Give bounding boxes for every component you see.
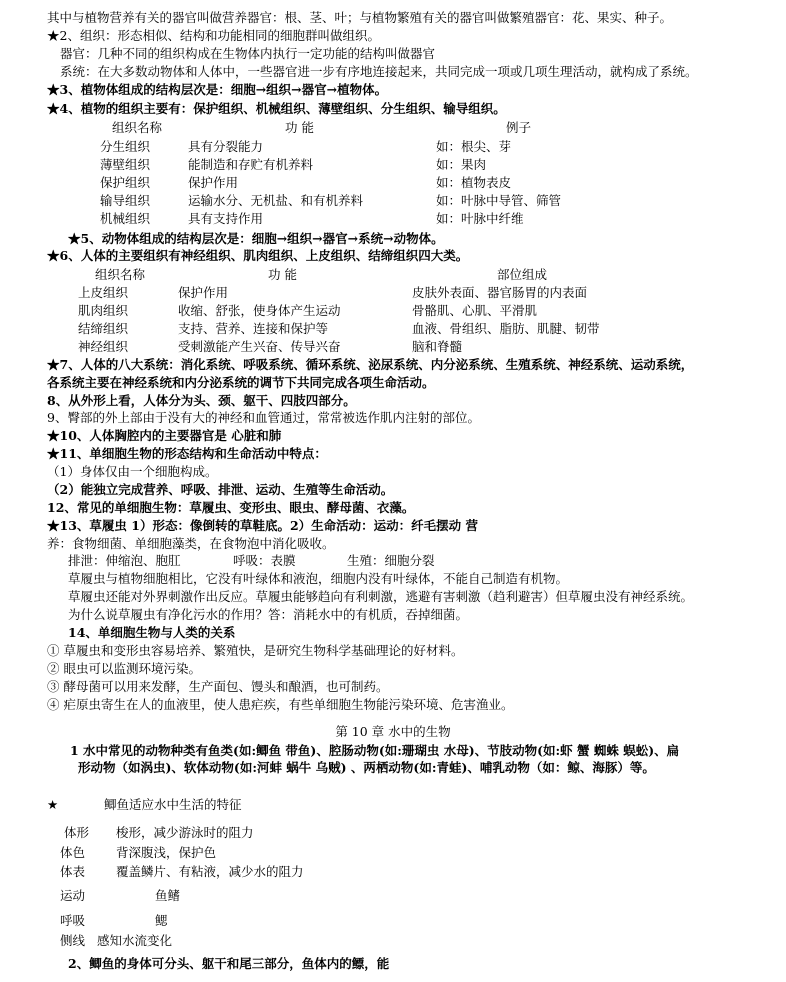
table-cell: 如：叶脉中导管、筛管 (436, 193, 562, 208)
trait-label: 运动 (60, 888, 86, 903)
table-cell: 神经组织 (78, 339, 129, 354)
section-14: 14、单细胞生物与人类的关系 (68, 625, 236, 640)
trait-value: 梭形，减少游泳时的阻力 (116, 825, 254, 840)
section-13-excretion: 排泄：伸缩泡、胞肛 (68, 553, 181, 568)
trait-value: 感知水流变化 (97, 933, 173, 948)
section-6: ★6、人体的主要组织有神经组织、肌肉组织、上皮组织、结缔组织四大类。 (47, 248, 469, 263)
table-cell: 脑和脊髓 (412, 339, 463, 354)
table-cell: 血液、骨组织、脂肪、肌腱、韧带 (412, 321, 600, 336)
organ-nutrition-line: 其中与植物营养有关的器官叫做营养器官：根、茎、叶；与植物繁殖有关的器官叫做繁殖器官：花、果实、种子。 (47, 10, 673, 25)
trait-label: 体色 (60, 845, 86, 860)
section-8: 8、从外形上看，人体分为头、颈、躯干、四肢四部分。 (47, 393, 356, 408)
plant-table-header-name: 组织名称 (112, 120, 163, 135)
cut-off-header (95, 0, 655, 3)
trait-value: 鱼鳍 (155, 888, 181, 903)
fish-traits-title: 鲫鱼适应水中生活的特征 (104, 797, 242, 812)
table-cell: 能制造和存贮有机养料 (188, 157, 314, 172)
section-13-reproduction: 生殖：细胞分裂 (347, 553, 435, 568)
table-cell: 运输水分、无机盐、和有机养料 (188, 193, 364, 208)
table-cell: 如：果肉 (436, 157, 487, 172)
trait-value: 鳃 (155, 913, 168, 928)
table-cell: 上皮组织 (78, 285, 129, 300)
table-cell: 支持、营养、连接和保护等 (178, 321, 329, 336)
section-11: ★11、单细胞生物的形态结构和生命活动中特点： (47, 446, 327, 461)
table-cell: 具有分裂能力 (188, 139, 264, 154)
table-cell: 如：植物表皮 (436, 175, 512, 190)
plant-table-header-function: 功 能 (285, 120, 314, 135)
section-2-tissue: ★2、组织：形态相似、结构和功能相同的细胞群叫做组织。 (47, 28, 380, 43)
section-2-system: 系统：在大多数动物体和人体中，一些器官进一步有序地连接起来，共同完成一项或几项生理活动，就构成了系统。 (60, 64, 698, 79)
section-11-item2: （2）能独立完成营养、呼吸、排泄、运动、生殖等生命活动。 (47, 482, 394, 497)
table-cell: 薄壁组织 (100, 157, 151, 172)
ch10-item2: 2、鲫鱼的身体可分头、躯干和尾三部分，鱼体内的鳔，能 (68, 956, 390, 971)
section-10: ★10、人体胸腔内的主要器官是 心脏和肺 (47, 428, 282, 443)
table-cell: 输导组织 (100, 193, 151, 208)
table-cell: 分生组织 (100, 139, 151, 154)
ch10-item1-line2: 形动物（如涡虫)、软体动物(如:河蚌 蜗牛 乌贼) 、两栖动物(如:青蛙)、哺乳动物（如：鲸、海豚）等。 (78, 760, 655, 775)
section-3: ★3、植物体组成的结构层次是：细胞→组织→器官→植物体。 (47, 82, 388, 97)
table-cell: 受刺激能产生兴奋、传导兴奋 (178, 339, 341, 354)
table-cell: 机械组织 (100, 211, 151, 226)
table-cell: 如：叶脉中纤维 (436, 211, 524, 226)
trait-label: 侧线 (60, 933, 86, 948)
section-13-line1: ★13、草履虫 1）形态：像倒转的草鞋底。2）生命活动：运动：纤毛摆动 营 (47, 518, 478, 533)
section-14-item1: ① 草履虫和变形虫容易培养、繁殖快，是研究生物科学基础理论的好材料。 (47, 643, 464, 658)
plant-table-header-example: 例子 (506, 120, 532, 135)
section-2-organ: 器官：几种不同的组织构成在生物体内执行一定功能的结构叫做器官 (60, 46, 436, 61)
ch10-item1-line1: 1 水中常见的动物种类有鱼类(如:鲫鱼 带鱼)、腔肠动物(如:珊瑚虫 水母)、节肢动物(如:虾 蟹 蜘蛛 蜈蚣)、扁 (70, 743, 680, 758)
trait-label: 体表 (60, 864, 86, 879)
chapter-10-title: 第 10 章 水中的生物 (335, 724, 451, 739)
section-7-line2: 各系统主要在神经系统和内分泌系统的调节下共同完成各项生命活动。 (47, 375, 435, 390)
table-cell: 保护作用 (178, 285, 229, 300)
human-table-header-name: 组织名称 (95, 267, 146, 282)
section-12: 12、常见的单细胞生物：草履虫、变形虫、眼虫、酵母菌、衣藻。 (47, 500, 415, 515)
table-cell: 骨骼肌、心肌、平滑肌 (412, 303, 538, 318)
human-table-header-function: 功 能 (268, 267, 297, 282)
section-7-line1: ★7、人体的八大系统：消化系统、呼吸系统、循环系统、泌尿系统、内分泌系统、生殖系统、神经系统、运动系统， (47, 357, 694, 372)
trait-label: 体形 (64, 825, 90, 840)
section-13-line2: 养：食物细菌、单细胞藻类，在食物泡中消化吸收。 (47, 536, 335, 551)
table-cell: 肌肉组织 (78, 303, 129, 318)
section-13-respiration: 呼吸：表膜 (233, 553, 296, 568)
section-9: 9、臀部的外上部由于没有大的神经和血管通过，常常被选作肌内注射的部位。 (47, 410, 480, 425)
table-cell: 具有支持作用 (188, 211, 264, 226)
section-5: ★5、动物体组成的结构层次是：细胞→组织→器官→系统→动物体。 (68, 231, 444, 246)
section-13-response: 草履虫还能对外界刺激作出反应。草履虫能够趋向有利刺激，逃避有害刺激（趋利避害）但草履虫没有神经系统。 (68, 589, 694, 604)
section-13-compare: 草履虫与植物细胞相比，它没有叶绿体和液泡，细胞内没有叶绿体，不能自己制造有机物。 (68, 571, 569, 586)
section-4: ★4、植物的组织主要有：保护组织、机械组织、薄壁组织、分生组织、输导组织。 (47, 101, 506, 116)
table-cell: 收缩、舒张，使身体产生运动 (178, 303, 341, 318)
section-11-item1: （1）身体仅由一个细胞构成。 (47, 464, 218, 479)
chapter-title-row (0, 724, 786, 740)
trait-value: 背深腹浅，保护色 (116, 845, 217, 860)
trait-value: 覆盖鳞片、有粘液，减少水的阻力 (116, 864, 304, 879)
section-14-item2: ② 眼虫可以监测环境污染。 (47, 661, 201, 676)
star-icon: ★ (47, 797, 59, 812)
table-cell: 保护作用 (188, 175, 239, 190)
trait-label: 呼吸 (60, 913, 86, 928)
section-14-item3: ③ 酵母菌可以用来发酵，生产面包、馒头和酿酒，也可制药。 (47, 679, 389, 694)
human-table-header-location: 部位组成 (497, 267, 548, 282)
section-13-purify: 为什么说草履虫有净化污水的作用？答：消耗水中的有机质，吞掉细菌。 (68, 607, 469, 622)
table-cell: 保护组织 (100, 175, 151, 190)
table-cell: 皮肤外表面、器官肠胃的内表面 (412, 285, 588, 300)
table-cell: 如：根尖、芽 (436, 139, 512, 154)
section-14-item4: ④ 疟原虫寄生在人的血液里，使人患疟疾，有些单细胞生物能污染环境、危害渔业。 (47, 697, 514, 712)
table-cell: 结缔组织 (78, 321, 129, 336)
